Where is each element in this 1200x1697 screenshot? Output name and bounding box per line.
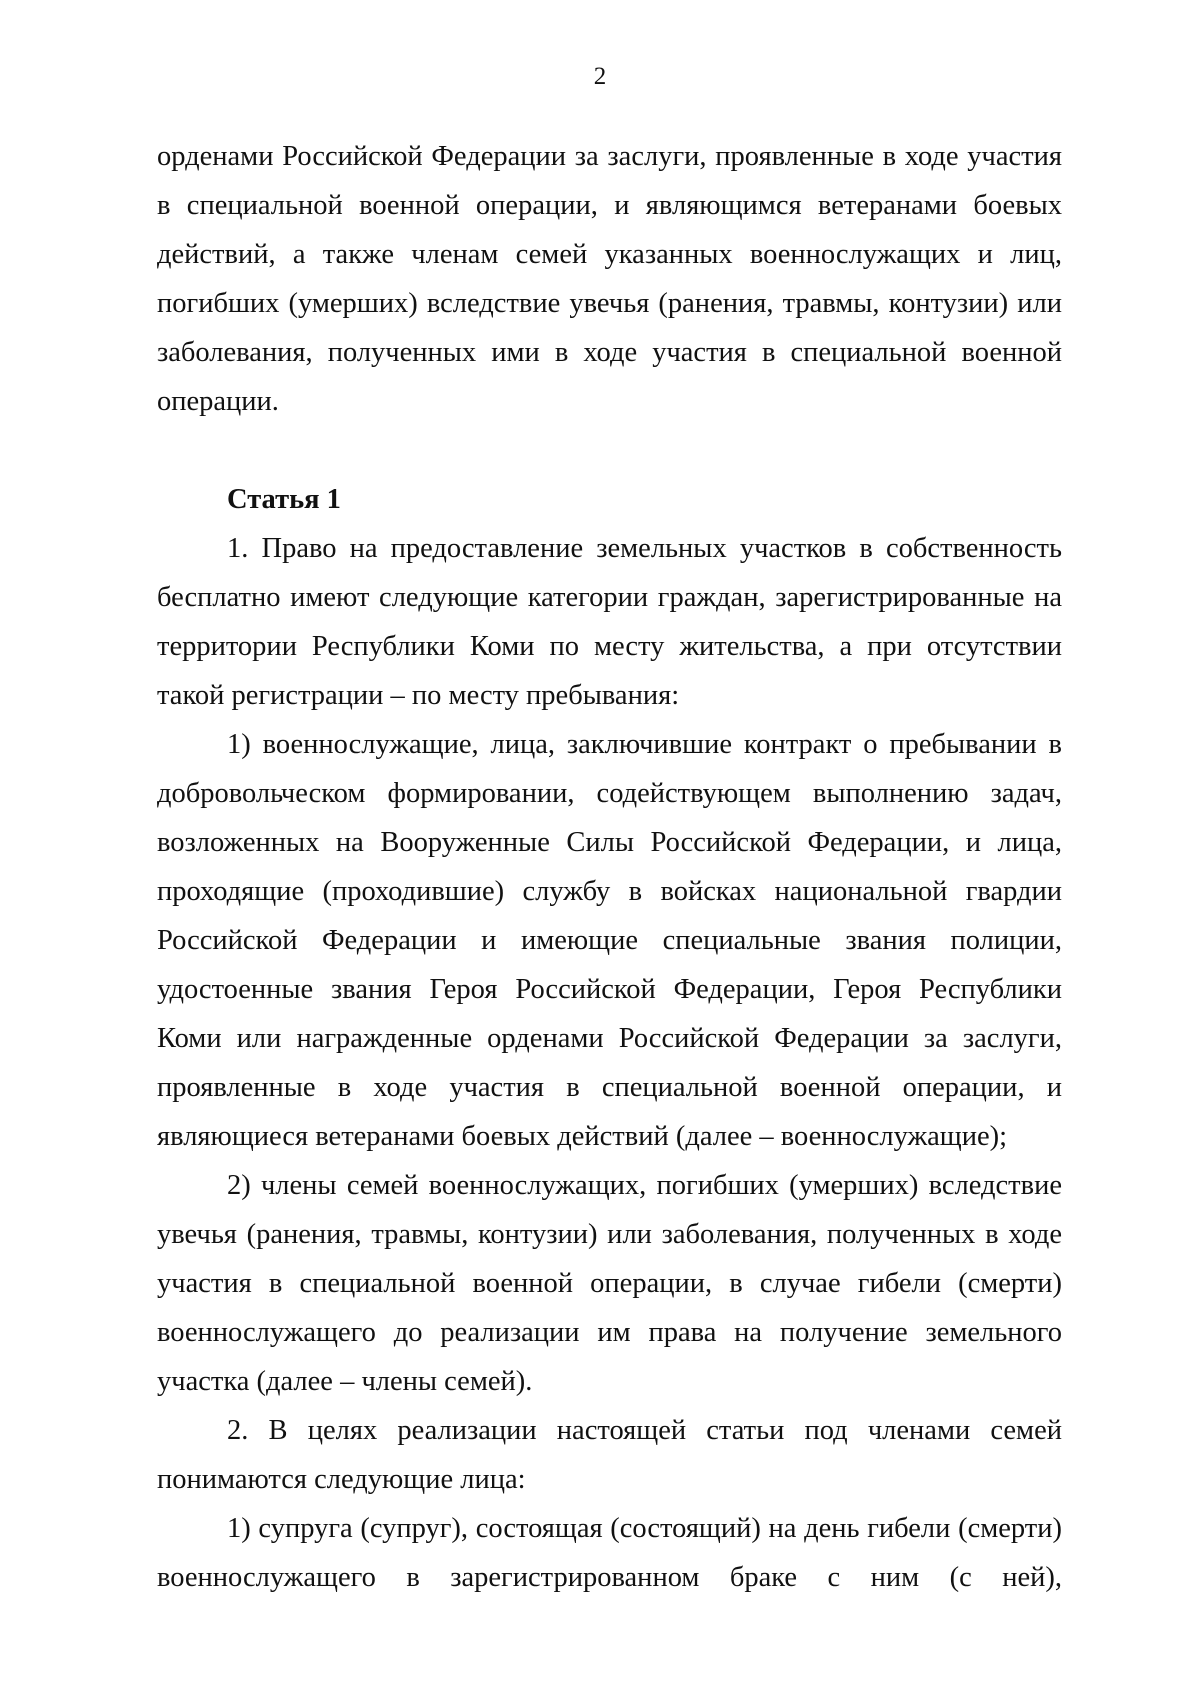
article-item-1-1: 1) военнослужащие, лица, заключившие контракт о пребывании в добровольческом формировании, содействующем выполнению задач, возложенных на Вооруженные Силы Российской Федерации, и лица, проходящие (проходившие) службу в войсках национальной гвардии Российской Федерации и имеющие специальные звания полиции, удостоенные звания Героя Российской Федерации, Героя Республики Коми или награжденные орденами Российской Федерации за заслуги, проявленные в ходе участия в специальной военной операции, и являющиеся ветеранами боевых действий (далее – военнослужащие);: [157, 729, 1062, 1152]
document-body: [157, 132, 1062, 1602]
article-heading: Статья 1: [227, 484, 341, 515]
intro-paragraph: орденами Российской Федерации за заслуги, проявленные в ходе участия в специальной военной операции, и являющимся ветеранами боевых действий, а также членам семей указанных военнослужащих и лиц, погибших (умерших) вследствие увечья (ранения, травмы, контузии) или заболевания, полученных ими в ходе участия в специальной военной операции.: [157, 141, 1062, 417]
article-item-2-1: 1) супруга (супруг), состоящая (состоящий) на день гибели (смерти) военнослужащего в зарегистрированном браке с ним (с ней),: [157, 1513, 1062, 1593]
article-paragraph-2: 2. В целях реализации настоящей статьи под членами семей понимаются следующие лица:: [157, 1415, 1062, 1495]
page-number: 2: [593, 63, 607, 90]
article-paragraph-1: 1. Право на предоставление земельных участков в собственность бесплатно имеют следующие категории граждан, зарегистрированные на территории Республики Коми по месту жительства, а при отсутствии такой регистрации – по месту пребывания:: [157, 533, 1062, 711]
article-item-1-2: 2) члены семей военнослужащих, погибших (умерших) вследствие увечья (ранения, травмы, контузии) или заболевания, полученных в ходе участия в специальной военной операции, в случае гибели (смерти) военнослужащего до реализации им права на получение земельного участка (далее – члены семей).: [157, 1170, 1062, 1397]
spacer: [157, 426, 1062, 475]
